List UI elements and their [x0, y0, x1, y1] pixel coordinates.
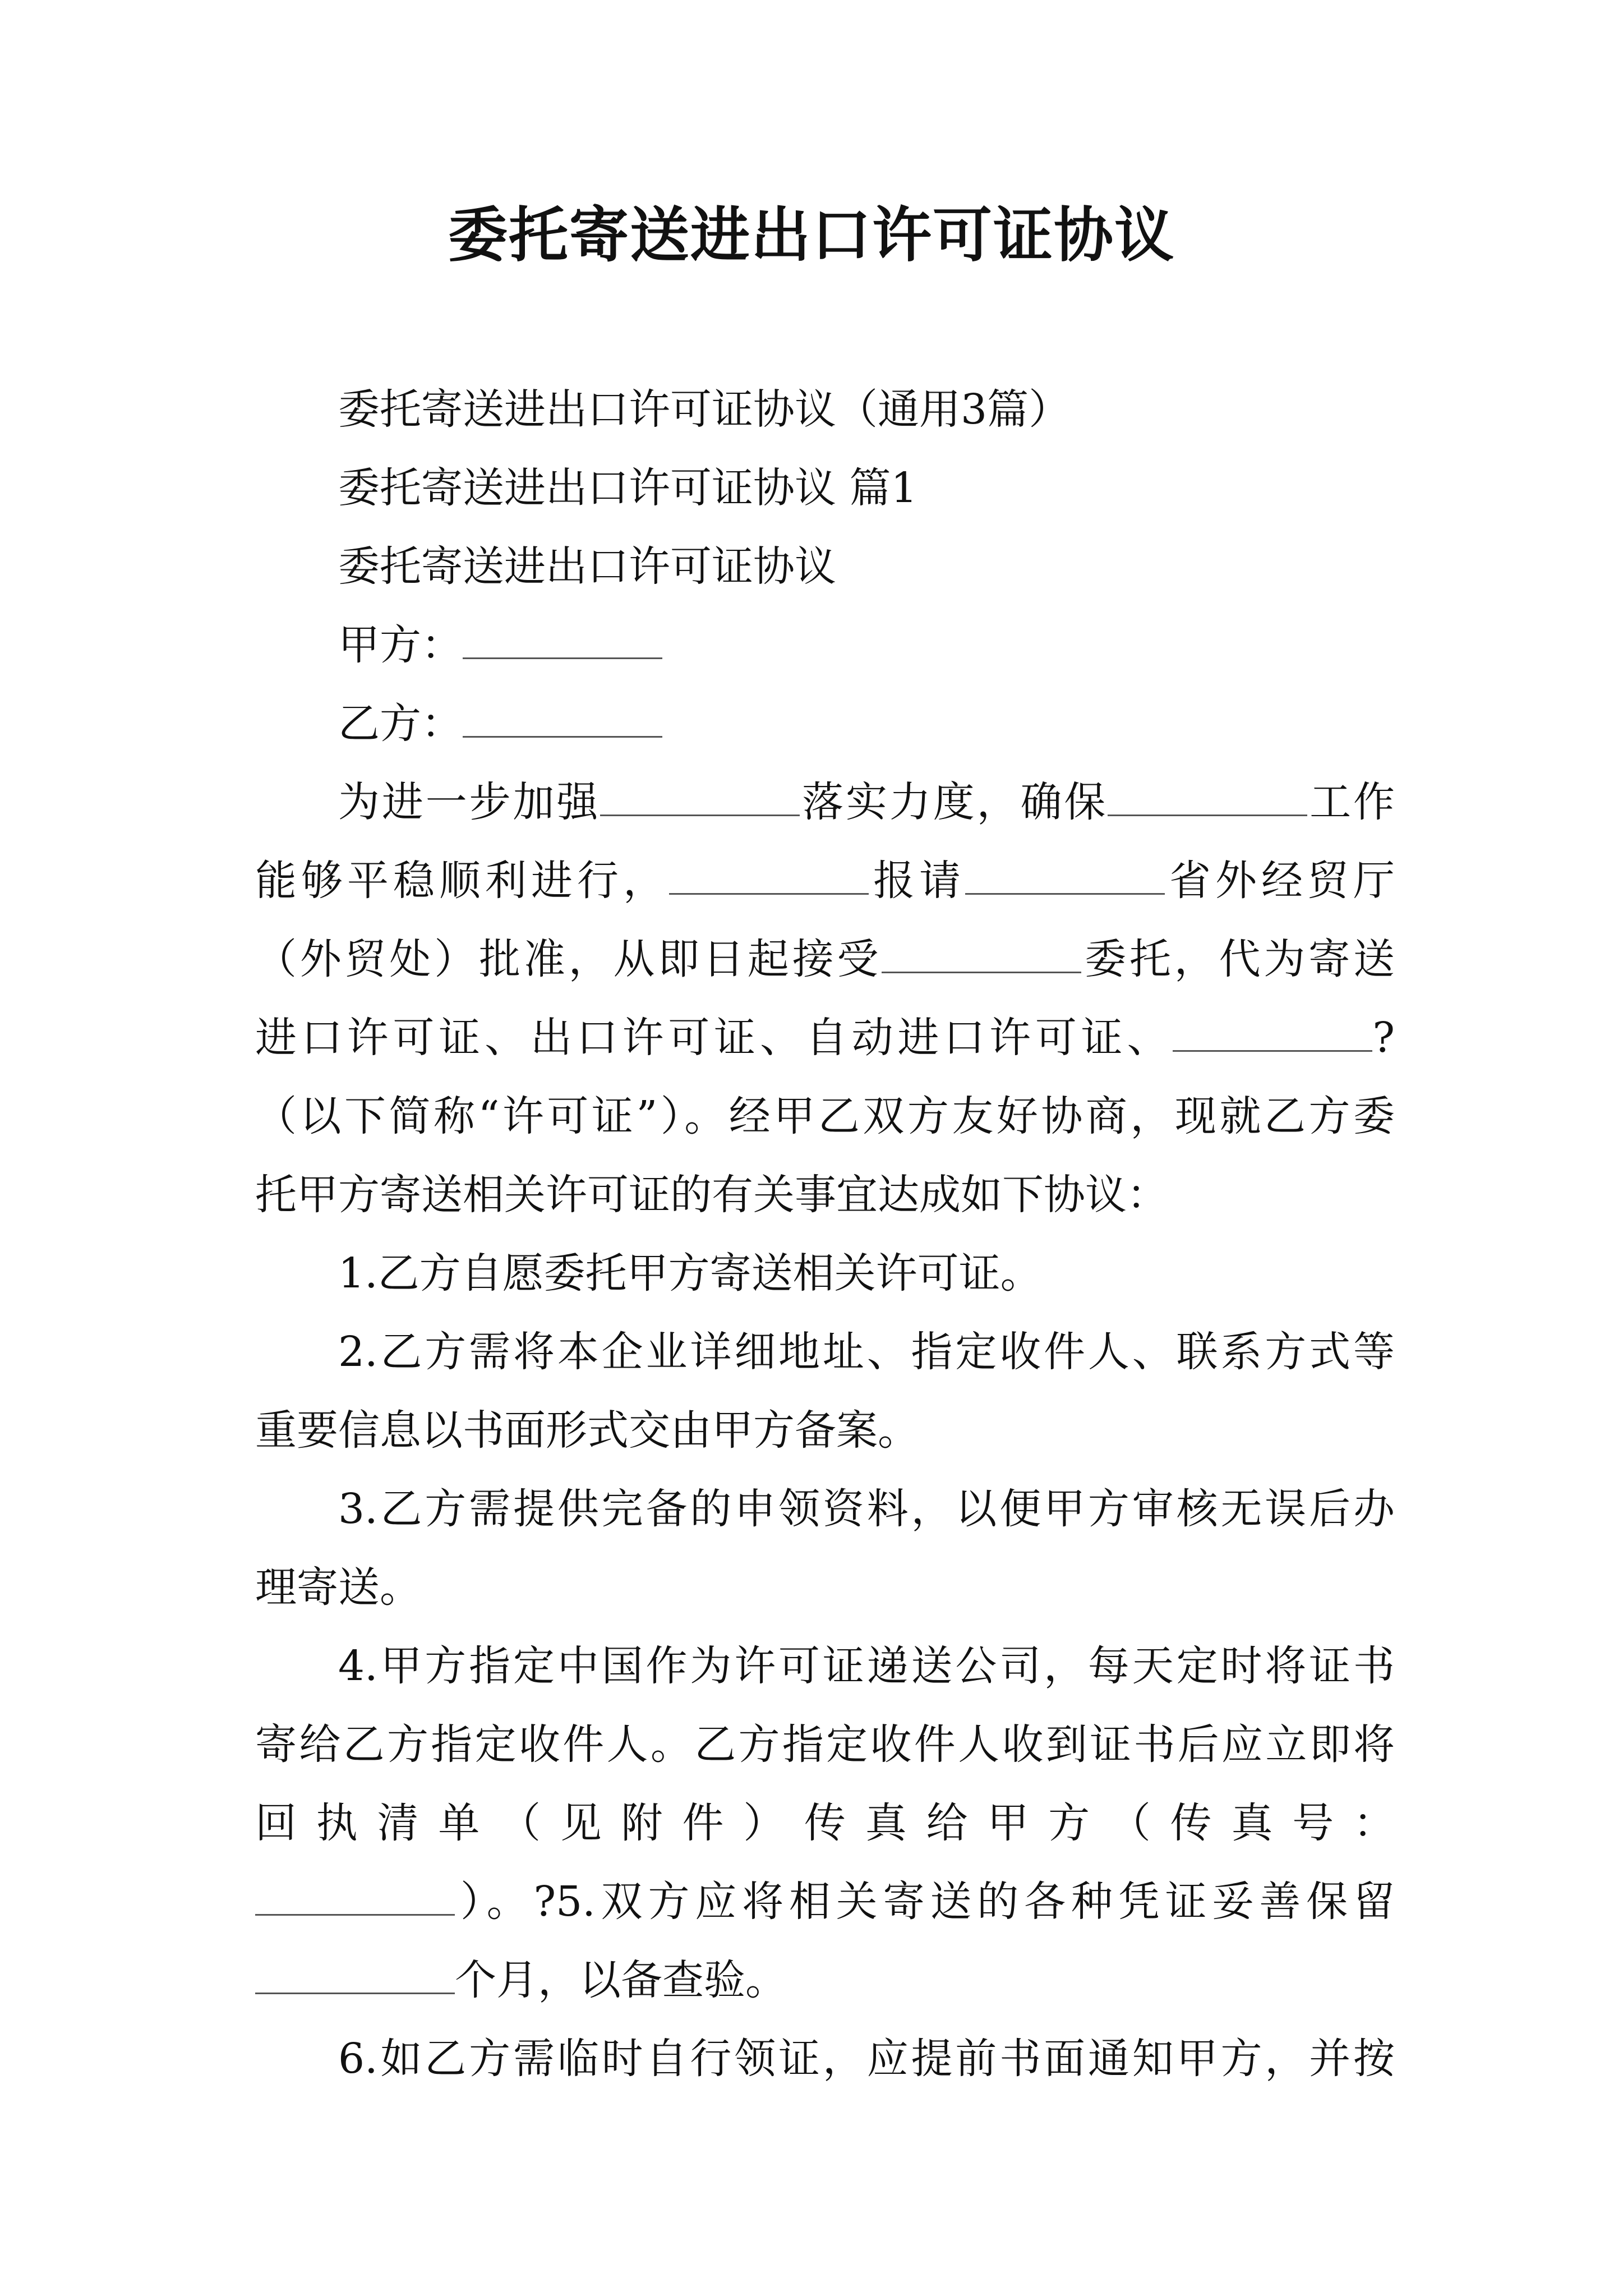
- section-heading: [255, 449, 1395, 527]
- clause-1: [255, 1234, 1395, 1313]
- clause-text: 2.乙方需将本企业详细地址、指定收件人、联系方式等: [338, 1328, 1395, 1376]
- clause-4-line: [255, 1862, 1395, 1941]
- clause-6-line: [255, 2019, 1395, 2098]
- text-segment: （以下简称“许可证”）。经甲乙双方友好协商，现就乙方委: [255, 1092, 1395, 1140]
- fill-blank: [965, 854, 1165, 895]
- subtitle-text: 委托寄送进出口许可证协议（通用3篇）: [338, 385, 1071, 434]
- clause-text: 1.乙方自愿委托甲方寄送相关许可证。: [338, 1249, 1042, 1297]
- section-heading-text: 委托寄送进出口许可证协议 篇1: [338, 464, 917, 512]
- party-a-line: [255, 606, 1395, 684]
- fill-blank: [1108, 775, 1307, 816]
- text-segment: 能够平稳顺利进行，: [255, 857, 669, 905]
- paragraph-line: [255, 920, 1395, 999]
- party-b-blank: [463, 697, 662, 738]
- text-segment: 工作: [1307, 778, 1395, 826]
- paragraph-line: [255, 1156, 1395, 1234]
- clause-2-line: [255, 1313, 1395, 1391]
- clause-text: ）。?5.双方应将相关寄送的各种凭证妥善保留: [455, 1878, 1395, 1926]
- clause-4-line: [255, 1705, 1395, 1784]
- text-segment: ?: [1372, 1014, 1395, 1062]
- clause-text: 3.乙方需提供完备的申领资料，以便甲方审核无误后办: [338, 1485, 1395, 1533]
- party-b-label: 乙方：: [338, 700, 463, 748]
- paragraph-line: [255, 999, 1395, 1077]
- fill-blank: [882, 932, 1081, 973]
- text-segment: 为进一步加强: [338, 778, 601, 826]
- document-body: [255, 370, 1395, 2098]
- text-segment: 落实力度，确保: [800, 778, 1108, 826]
- agreement-heading-text: 委托寄送进出口许可证协议: [338, 542, 836, 591]
- clause-3-line: [255, 1548, 1395, 1627]
- text-segment: 进口许可证、出口许可证、自动进口许可证、: [255, 1014, 1173, 1062]
- text-segment: 省外经贸厅: [1165, 857, 1395, 905]
- fill-blank: [1173, 1011, 1372, 1052]
- party-a-label: 甲方：: [338, 621, 463, 669]
- paragraph-line: [255, 841, 1395, 920]
- party-a-blank: [463, 618, 662, 659]
- clause-4-line: [255, 1627, 1395, 1705]
- clause-text: 回 执 清 单 （ 见 附 件 ） 传 真 给 甲 方 （ 传 真 号 ：: [255, 1799, 1395, 1847]
- clause-text: 个月，以备查验。: [455, 1956, 787, 2004]
- text-segment: （外贸处）批准，从即日起接受: [255, 935, 882, 983]
- clause-3-line: [255, 1470, 1395, 1548]
- fill-blank: [600, 775, 800, 816]
- subtitle-line: [255, 370, 1395, 449]
- clause-text: 重要信息以书面形式交由甲方备案。: [255, 1406, 919, 1455]
- clause-text: 6.如乙方需临时自行领证，应提前书面通知甲方，并按: [338, 2035, 1395, 2083]
- text-segment: 报请: [869, 857, 965, 905]
- party-b-line: [255, 684, 1395, 763]
- clause-4-line: [255, 1784, 1395, 1862]
- clause-5-line: [255, 1941, 1395, 2019]
- clause-text: 寄给乙方指定收件人。乙方指定收件人收到证书后应立即将: [255, 1720, 1395, 1769]
- document-title: 委托寄送进出口许可证协议: [448, 201, 1175, 270]
- fax-number-blank: [255, 1875, 455, 1916]
- text-segment: 托甲方寄送相关许可证的有关事宜达成如下协议：: [255, 1171, 1168, 1219]
- clause-text: 理寄送。: [255, 1563, 421, 1612]
- agreement-heading: [255, 527, 1395, 606]
- paragraph-line: [255, 1077, 1395, 1156]
- text-segment: 委托，代为寄送: [1081, 935, 1395, 983]
- clause-2-line: [255, 1391, 1395, 1470]
- paragraph-line: [255, 763, 1395, 841]
- clause-text: 4.甲方指定中国作为许可证递送公司，每天定时将证书: [338, 1642, 1395, 1690]
- months-blank: [255, 1953, 455, 1994]
- fill-blank: [669, 854, 869, 895]
